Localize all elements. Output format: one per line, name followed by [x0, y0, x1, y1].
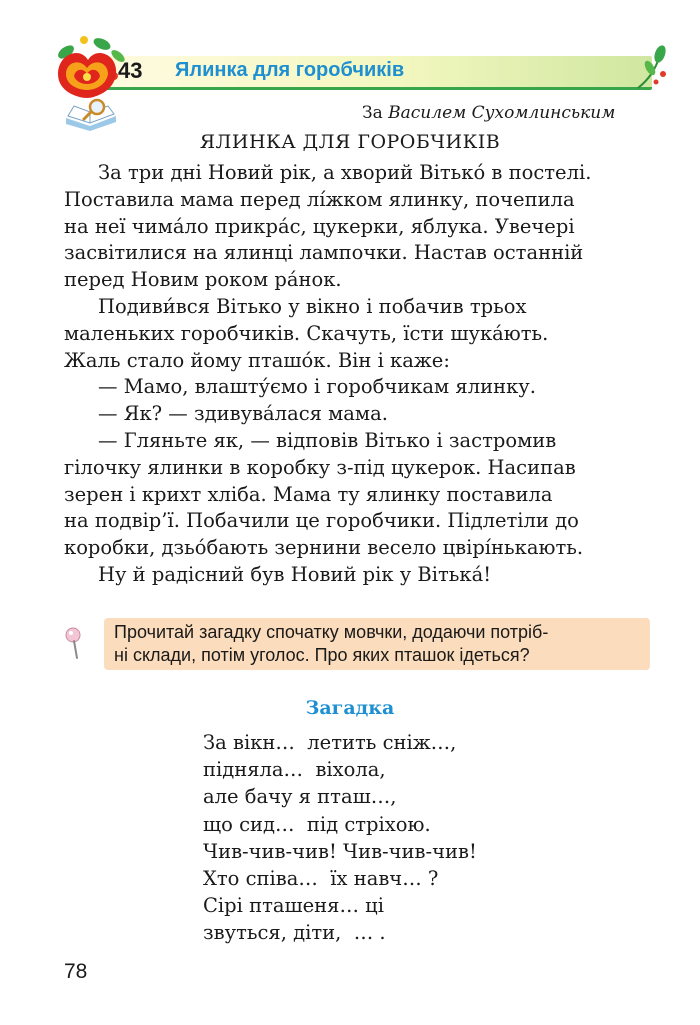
- story-paragraph: [64, 428, 652, 562]
- task-line: ні склади, потім уголос. Про яких пташок ідеться?: [114, 645, 530, 665]
- story-paragraph: [64, 294, 652, 374]
- story-line: — Гляньте як, — відповів Вітько і застромив: [98, 428, 557, 452]
- story-line: маленьких горобчиків. Скачуть, їсти шука́ють.: [64, 321, 549, 345]
- riddle-line: підняла… віхола,: [203, 758, 386, 782]
- story-line: коробки, дзьо́бають зернини весело цвірі́нькають.: [64, 536, 584, 560]
- riddle-line: Сірі пташеня… ці: [203, 894, 384, 918]
- lesson-header: [0, 0, 700, 100]
- book-magnifier-icon: [64, 98, 118, 132]
- story-line: на подвір’ї. Побачили це горобчики. Підлетіли до: [64, 509, 579, 533]
- story-line: на неї чима́ло прикра́с, цукерки, яблука. Увечері: [64, 214, 575, 238]
- story-line: Подиви́вся Вітько у вікно і побачив трьох: [98, 294, 527, 318]
- riddle-line: звуться, діти, … .: [203, 921, 386, 945]
- attribution: [362, 103, 615, 123]
- riddle-line: Чив-чив-чив! Чив-чив-чив!: [203, 839, 477, 863]
- task-instruction: [114, 621, 646, 667]
- riddle-poem: [203, 729, 477, 947]
- pushpin-icon: [62, 626, 86, 660]
- riddle-line: що сид… під стріхою.: [203, 812, 431, 836]
- story-line: Ну й радісний був Новий рік у Вітька́!: [98, 562, 492, 586]
- riddle-title: Загадка: [305, 697, 395, 719]
- story-line: — Як? — здивува́лася мама.: [98, 402, 388, 426]
- attribution-author: Василем Сухомлинським: [388, 103, 616, 123]
- story-paragraph: [64, 562, 652, 589]
- story-paragraph: [64, 401, 652, 428]
- riddle-line: Хто співа… їх навч… ?: [203, 867, 439, 891]
- task-line: Прочитай загадку спочатку мовчки, додаючи потріб-: [114, 622, 549, 642]
- story-text: [64, 160, 652, 589]
- lesson-number: 43: [118, 58, 143, 83]
- story-line: засвітилися на ялинці лампочки. Настав останній: [64, 241, 584, 265]
- lesson-title: Ялинка для горобчиків: [175, 59, 405, 81]
- story-paragraph: [64, 374, 652, 401]
- leaf-ornament-icon: [630, 44, 670, 94]
- story-line: зерен і крихт хліба. Мама ту ялинку поставила: [64, 482, 553, 506]
- story-line: гілочку ялинки в коробку з-під цукерок. Насипав: [64, 455, 576, 479]
- story-line: Жаль стало йому пташо́к. Він і каже:: [64, 348, 450, 372]
- riddle-line: За вікн… летить сніж…,: [203, 731, 457, 754]
- page-number: 78: [64, 960, 88, 983]
- story-line: Поставила мама перед лі́жком ялинку, почепила: [64, 187, 575, 211]
- story-paragraph: [64, 160, 652, 294]
- attribution-prefix: За: [362, 103, 383, 123]
- story-line: — Мамо, влашту́ємо і горобчикам ялинку.: [98, 375, 536, 399]
- story-title: ЯЛИНКА ДЛЯ ГОРОБЧИКІВ: [199, 131, 501, 153]
- story-line: За три дні Новий рік, а хворий Вітько́ в постелі.: [98, 161, 592, 184]
- riddle-line: але бачу я пташ…,: [203, 785, 397, 809]
- story-line: перед Новим роком ра́нок.: [64, 268, 342, 292]
